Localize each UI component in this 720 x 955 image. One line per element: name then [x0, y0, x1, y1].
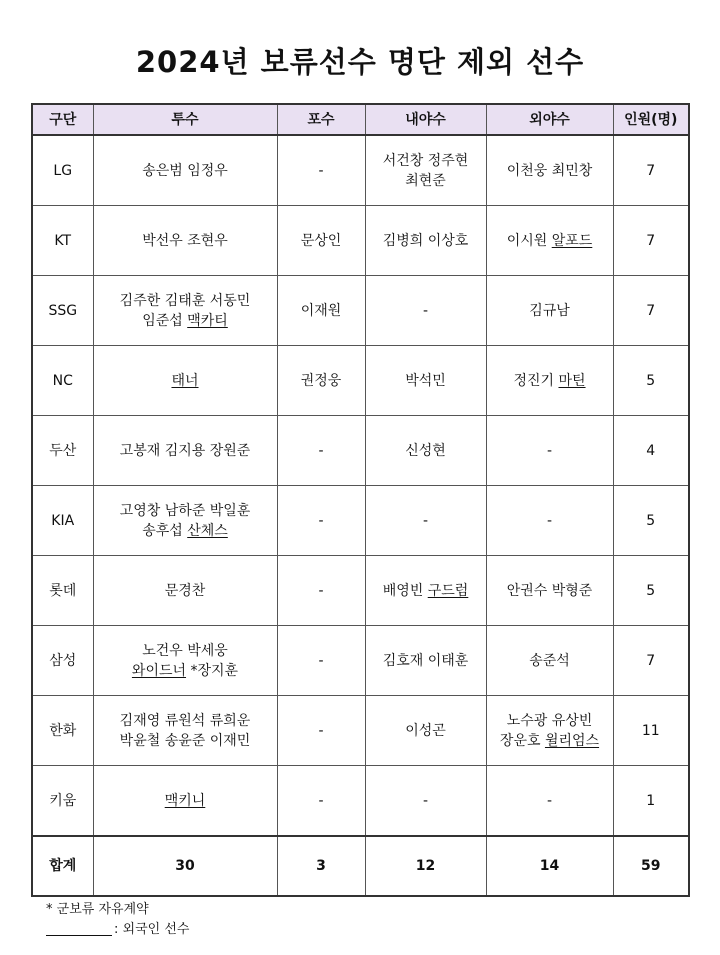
cell-line — [96, 521, 275, 541]
cell-line — [96, 641, 275, 661]
team-cell: NC — [32, 346, 93, 416]
pitcher-cell — [93, 696, 277, 766]
empty-marker: - — [546, 442, 553, 459]
catcher-cell — [277, 276, 365, 346]
player-name: 안권수 — [506, 582, 548, 599]
player-name: 이시원 — [506, 232, 548, 249]
table-row — [32, 626, 689, 696]
cell-line — [368, 511, 484, 531]
table-row — [32, 416, 689, 486]
player-name: 서건창 — [382, 152, 424, 169]
cell-line — [280, 791, 363, 811]
player-name: 김태훈 — [164, 292, 206, 309]
infielder-cell — [365, 696, 486, 766]
count-cell: 5 — [613, 486, 689, 556]
total-outfielder: 14 — [486, 836, 613, 896]
cell-line — [96, 291, 275, 311]
player-name: 노건우 — [142, 642, 183, 659]
player-name: 임정우 — [187, 162, 228, 179]
table-row — [32, 135, 689, 206]
cell-line — [489, 581, 611, 601]
foreign-player-name: 맥카티 — [187, 312, 228, 329]
pitcher-cell — [93, 766, 277, 837]
cell-line — [368, 301, 484, 321]
underline-legend-marker — [46, 924, 112, 936]
cell-line — [489, 511, 611, 531]
infielder-cell — [365, 276, 486, 346]
player-name: 김재영 — [119, 712, 161, 729]
infielder-cell — [365, 486, 486, 556]
count-cell: 5 — [613, 556, 689, 626]
cell-line — [489, 161, 611, 181]
infielder-cell — [365, 556, 486, 626]
fa-footnote: * 군보류 자유계약 — [46, 902, 149, 917]
outfielder-cell — [486, 556, 613, 626]
pitcher-cell — [93, 626, 277, 696]
player-name: 정주현 — [427, 152, 469, 169]
catcher-cell — [277, 766, 365, 837]
player-name: 권정웅 — [300, 372, 342, 389]
total-label: 합계 — [32, 836, 93, 896]
player-name: 유상빈 — [551, 712, 593, 729]
cell-line — [280, 651, 363, 671]
foreign-player-name: 산체스 — [187, 522, 228, 539]
cell-line — [368, 231, 484, 251]
foreign-footnote-text: : 외국인 선수 — [114, 922, 190, 937]
player-name: 이재원 — [300, 302, 342, 319]
empty-marker: - — [546, 792, 553, 809]
player-name: 송후섭 — [142, 522, 183, 539]
cell-line — [368, 721, 484, 741]
player-name: 남하준 — [164, 502, 206, 519]
empty-marker: - — [318, 582, 324, 599]
player-name: 최현준 — [405, 172, 446, 189]
outfielder-cell — [486, 766, 613, 837]
table-row — [32, 346, 689, 416]
foreign-player-name: 와이드너 — [131, 662, 187, 679]
count-cell: 5 — [613, 346, 689, 416]
total-pitcher: 30 — [93, 836, 277, 896]
pitcher-cell — [93, 346, 277, 416]
cell-line — [96, 371, 275, 391]
team-cell: 롯데 — [32, 556, 93, 626]
team-cell: LG — [32, 135, 93, 206]
count-cell: 7 — [613, 135, 689, 206]
foreign-player-name: 마틴 — [558, 372, 586, 389]
cell-line — [368, 371, 484, 391]
player-name: 임준섭 — [142, 312, 183, 329]
header-catcher: 포수 — [277, 104, 365, 135]
empty-marker: - — [318, 722, 324, 739]
player-name: 정진기 — [513, 372, 555, 389]
cell-line — [489, 711, 611, 731]
table-row — [32, 276, 689, 346]
team-cell: 키움 — [32, 766, 93, 837]
pitcher-cell — [93, 556, 277, 626]
foreign-player-name: 알포드 — [551, 232, 593, 249]
outfielder-cell — [486, 416, 613, 486]
cell-line — [280, 371, 363, 391]
player-name: 이성곤 — [405, 722, 446, 739]
catcher-cell — [277, 626, 365, 696]
team-cell: 삼성 — [32, 626, 93, 696]
header-infielder: 내야수 — [365, 104, 486, 135]
team-cell: KT — [32, 206, 93, 276]
pitcher-cell — [93, 206, 277, 276]
infielder-cell — [365, 346, 486, 416]
pitcher-cell — [93, 486, 277, 556]
table-row — [32, 766, 689, 837]
header-count: 인원(명) — [613, 104, 689, 135]
table-header-row — [32, 104, 689, 135]
header-pitcher: 투수 — [93, 104, 277, 135]
pitcher-cell — [93, 416, 277, 486]
count-cell: 7 — [613, 626, 689, 696]
player-name: 송준석 — [529, 652, 570, 669]
player-name: 송은범 — [142, 162, 183, 179]
cell-line — [96, 791, 275, 811]
empty-marker: - — [422, 302, 429, 319]
total-catcher: 3 — [277, 836, 365, 896]
footnotes — [46, 900, 189, 940]
cell-line — [489, 441, 611, 461]
team-cell: KIA — [32, 486, 93, 556]
cell-line — [280, 301, 363, 321]
cell-line — [368, 171, 484, 191]
empty-marker: - — [546, 512, 553, 529]
page-title: 2024년 보류선수 명단 제외 선수 — [135, 45, 585, 79]
outfielder-cell — [486, 206, 613, 276]
infielder-cell — [365, 766, 486, 837]
cell-line — [96, 661, 275, 681]
foreign-player-name: 구드럼 — [427, 582, 469, 599]
empty-marker: - — [318, 162, 324, 179]
player-name: 김병희 — [382, 232, 424, 249]
cell-line — [368, 581, 484, 601]
cell-line — [489, 301, 611, 321]
player-name: 김규남 — [529, 302, 570, 319]
player-name: 류원석 — [164, 712, 206, 729]
cell-line — [368, 791, 484, 811]
cell-line — [489, 731, 611, 751]
player-name: 문상인 — [300, 232, 342, 249]
excluded-players-table — [31, 103, 690, 897]
count-cell: 7 — [613, 276, 689, 346]
player-name: 박윤철 — [119, 732, 161, 749]
table-row — [32, 206, 689, 276]
total-count: 59 — [613, 836, 689, 896]
infielder-cell — [365, 206, 486, 276]
player-name: 박선우 — [142, 232, 183, 249]
cell-line — [280, 441, 363, 461]
pitcher-cell — [93, 135, 277, 206]
player-name: 문경찬 — [164, 582, 206, 599]
count-cell: 4 — [613, 416, 689, 486]
cell-line — [280, 511, 363, 531]
header-team: 구단 — [32, 104, 93, 135]
cell-line — [489, 791, 611, 811]
count-cell: 1 — [613, 766, 689, 837]
catcher-cell — [277, 135, 365, 206]
infielder-cell — [365, 416, 486, 486]
cell-line — [96, 231, 275, 251]
player-name: 이천웅 — [506, 162, 548, 179]
cell-line — [96, 311, 275, 331]
player-name: 신성현 — [405, 442, 446, 459]
catcher-cell — [277, 486, 365, 556]
empty-marker: - — [318, 442, 324, 459]
player-name: 김호재 — [382, 652, 424, 669]
cell-line — [280, 581, 363, 601]
catcher-cell — [277, 346, 365, 416]
foreign-player-name: 맥키니 — [164, 792, 206, 809]
player-name: 장운호 — [499, 732, 541, 749]
cell-line — [96, 501, 275, 521]
outfielder-cell — [486, 276, 613, 346]
cell-line — [368, 651, 484, 671]
player-name: 박일훈 — [209, 502, 251, 519]
count-cell: 11 — [613, 696, 689, 766]
team-cell: SSG — [32, 276, 93, 346]
count-cell: 7 — [613, 206, 689, 276]
header-outfielder: 외야수 — [486, 104, 613, 135]
player-name: 김지용 — [164, 442, 206, 459]
table-body — [32, 135, 689, 836]
outfielder-cell — [486, 135, 613, 206]
player-name: 박석민 — [405, 372, 446, 389]
outfielder-cell — [486, 626, 613, 696]
total-infielder: 12 — [365, 836, 486, 896]
team-cell: 한화 — [32, 696, 93, 766]
foreign-player-name: 태너 — [171, 372, 199, 389]
outfielder-cell — [486, 346, 613, 416]
player-name: 배영빈 — [382, 582, 424, 599]
empty-marker: - — [318, 512, 324, 529]
outfielder-cell — [486, 696, 613, 766]
player-name: 류희운 — [209, 712, 251, 729]
pitcher-cell — [93, 276, 277, 346]
cell-line — [489, 371, 611, 391]
player-name: 서동민 — [209, 292, 251, 309]
player-name: 박세웅 — [187, 642, 228, 659]
cell-line — [96, 711, 275, 731]
empty-marker: - — [422, 512, 429, 529]
player-name: 이상호 — [427, 232, 469, 249]
cell-line — [96, 161, 275, 181]
player-name: 최민창 — [551, 162, 593, 179]
team-cell: 두산 — [32, 416, 93, 486]
cell-line — [280, 161, 363, 181]
table-row — [32, 556, 689, 626]
cell-line — [280, 231, 363, 251]
infielder-cell — [365, 626, 486, 696]
player-name: 장원준 — [209, 442, 251, 459]
cell-line — [96, 731, 275, 751]
catcher-cell — [277, 696, 365, 766]
player-name: 송윤준 — [164, 732, 206, 749]
empty-marker: - — [318, 652, 324, 669]
cell-line — [96, 581, 275, 601]
catcher-cell — [277, 206, 365, 276]
empty-marker: - — [318, 792, 324, 809]
cell-line — [280, 721, 363, 741]
total-row — [32, 836, 689, 896]
player-name: 이태훈 — [427, 652, 469, 669]
table-row — [32, 696, 689, 766]
catcher-cell — [277, 416, 365, 486]
player-name: 고봉재 — [119, 442, 161, 459]
player-name: 고영창 — [119, 502, 161, 519]
cell-line — [489, 231, 611, 251]
empty-marker: - — [422, 792, 429, 809]
player-name: 조현우 — [187, 232, 228, 249]
foreign-player-name: 윌리엄스 — [544, 732, 600, 749]
player-name: 이재민 — [209, 732, 251, 749]
catcher-cell — [277, 556, 365, 626]
cell-line — [96, 441, 275, 461]
table-row — [32, 486, 689, 556]
outfielder-cell — [486, 486, 613, 556]
foreign-footnote — [46, 920, 189, 940]
player-name: *장지훈 — [190, 662, 239, 679]
infielder-cell — [365, 135, 486, 206]
cell-line — [368, 441, 484, 461]
player-name: 노수광 — [506, 712, 548, 729]
player-name: 김주한 — [119, 292, 161, 309]
cell-line — [489, 651, 611, 671]
player-name: 박형준 — [551, 582, 593, 599]
cell-line — [368, 151, 484, 171]
